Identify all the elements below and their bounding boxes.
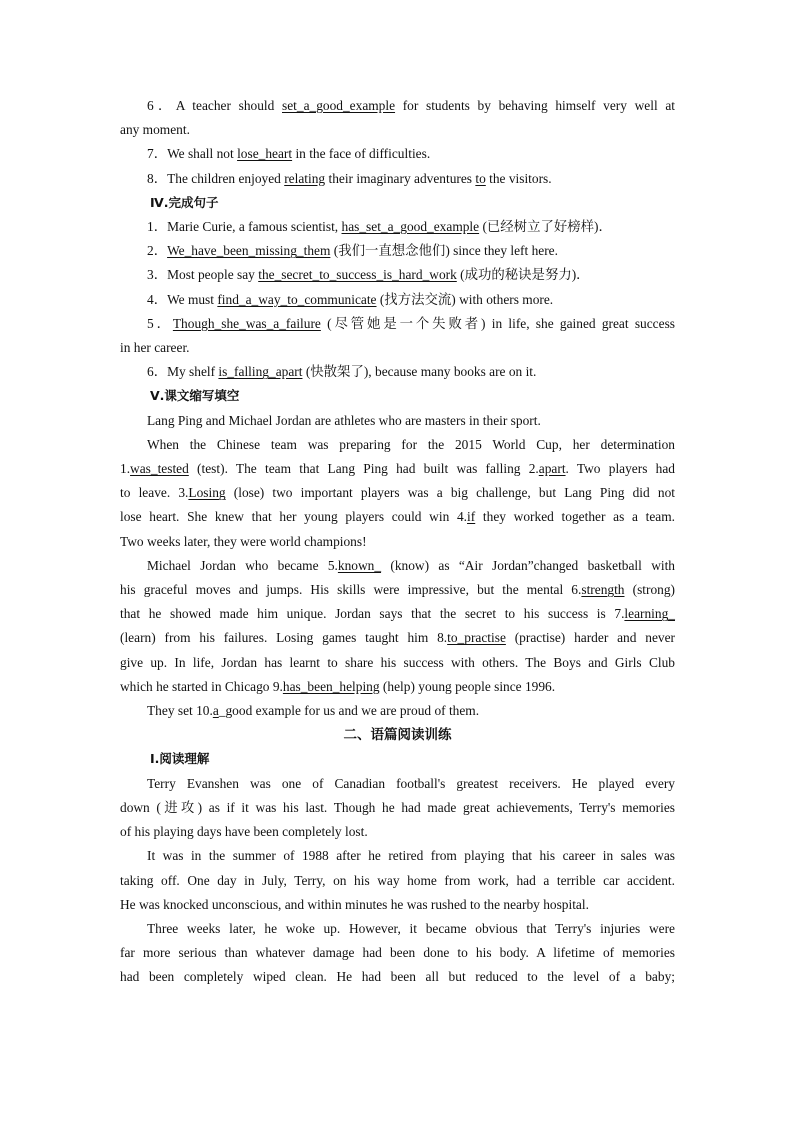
- reading-para-3-line1: Three weeks later, he woke up. However, it became obvious that Terry's injuries were: [147, 920, 675, 936]
- summary-para-4: They set 10.a_good example for us and we are proud of them.: [147, 703, 480, 719]
- sentence-4-3: 3．Most people say the_secret_to_success_is_hard_work (成功的秘诀是努力)．: [147, 267, 590, 283]
- sentence-4-4: 4．We must find_a_way_to_communicate (找方法交流) with others more.: [147, 291, 554, 307]
- sentence-3-6-line2: any moment.: [120, 122, 190, 138]
- answer-blank: known_: [337, 557, 382, 573]
- answer-blank: apart: [538, 461, 566, 477]
- answer-blank: learning_: [624, 606, 675, 622]
- answer-blank: is_falling_apart: [218, 364, 303, 380]
- sentence-3-6-line1: 6．A teacher should set_a_good_example for students by behaving himself very well at: [147, 98, 675, 113]
- answer-blank: lose_heart: [237, 146, 293, 162]
- answer-blank: the_secret_to_success_is_hard_work: [258, 267, 457, 283]
- answer-blank: a: [212, 703, 219, 719]
- sentence-4-1: 1．Marie Curie, a famous scientist, has_set_a_good_example (已经树立了好榜样)．: [147, 219, 612, 235]
- reading-para-1-line2: down (进攻) as if it was his last. Though he had made great achievements, Terry's memories: [120, 799, 675, 815]
- summary-para-2-line2: 1.was_tested (test). The team that Lang Ping had built was falling 2.apart. Two players had: [120, 461, 675, 477]
- sentence-4-5-line2: in her career.: [120, 340, 190, 356]
- reading-para-2-line2: taking off. One day in July, Terry, on his way home from work, had a terrible car accident.: [120, 872, 675, 888]
- summary-para-1: Lang Ping and Michael Jordan are athletes who are masters in their sport.: [147, 412, 541, 428]
- answer-blank: Losing: [188, 485, 226, 501]
- answer-blank: to: [475, 170, 486, 186]
- summary-para-3-line5: give up. In life, Jordan has learnt to share his success with others. The Boys and Girls Club: [120, 654, 675, 670]
- answer-blank: strength: [581, 582, 625, 598]
- summary-para-2-line3: to leave. 3.Losing (lose) two important players was a big challenge, but Lang Ping did not: [120, 485, 675, 501]
- sentence-3-7: 7．We shall not lose_heart in the face of difficulties.: [147, 146, 431, 162]
- answer-blank: was_tested: [130, 461, 189, 477]
- reading-para-3-line3: had been completely wiped clean. He had been all but reduced to the level of a baby;: [120, 969, 675, 985]
- reading-para-1-line3: of his playing days have been completely lost.: [120, 824, 368, 840]
- section-5-heading: Ⅴ.课文缩写填空: [150, 388, 240, 404]
- reading-para-2-line3: He was knocked unconscious, and within minutes he was rushed to the nearby hospital.: [120, 896, 589, 912]
- answer-blank: has_been_helping: [282, 678, 380, 694]
- summary-para-3-line1: Michael Jordan who became 5.known_ (know) as “Air Jordan”changed basketball with: [147, 557, 676, 573]
- answer-blank: if: [467, 509, 476, 525]
- summary-para-2-line5: Two weeks later, they were world champions!: [120, 533, 367, 549]
- sentence-4-5-line1: 5．Though_she_was_a_failure (尽管她是一个失败者) in life, she gained great success: [147, 315, 675, 331]
- summary-para-2-line1: When the Chinese team was preparing for the 2015 World Cup, her determination: [147, 436, 675, 452]
- reading-para-2-line1: It was in the summer of 1988 after he retired from playing that his career in sales was: [147, 848, 675, 864]
- answer-blank: has_set_a_good_example: [341, 219, 480, 235]
- answer-blank: set_a_good_example: [282, 98, 396, 113]
- sentence-4-6: 6．My shelf is_falling_apart (快散架了), because many books are on it.: [147, 364, 537, 380]
- answer-blank: to_practise: [447, 630, 506, 646]
- summary-para-3-line6: which he started in Chicago 9.has_been_helping (help) young people since 1996.: [120, 678, 556, 694]
- summary-para-2-line4: lose heart. She knew that her young players could win 4.if they worked together as a team.: [120, 509, 676, 525]
- answer-blank: We_have_been_missing_them: [167, 243, 331, 259]
- summary-para-3-line4: (learn) from his failures. Losing games taught him 8.to_practise (practise) harder and never: [120, 630, 675, 646]
- document-page: [120, 94, 675, 990]
- answer-blank: relating: [284, 170, 326, 186]
- summary-para-3-line3: that he showed made him unique. Jordan says that the secret to his success is 7.learning_: [120, 606, 675, 622]
- sentence-3-8: 8．The children enjoyed relating their imaginary adventures to the visitors.: [147, 170, 552, 186]
- reading-heading: Ⅰ.阅读理解: [150, 751, 210, 767]
- reading-para-3-line2: far more serious than whatever damage had been done to his body. A lifetime of memories: [120, 945, 675, 961]
- section-4-heading: Ⅳ.完成句子: [150, 194, 219, 210]
- reading-para-1-line1: Terry Evanshen was one of Canadian football's greatest receivers. He played every: [147, 775, 675, 791]
- summary-para-3-line2: his graceful moves and jumps. His skills were impressive, but the mental 6.strength (strong): [120, 582, 676, 598]
- answer-blank: Though_she_was_a_failure: [172, 315, 321, 331]
- answer-blank: find_a_way_to_communicate: [217, 291, 377, 307]
- sentence-4-2: 2．We_have_been_missing_them (我们一直想念他们) since they left here.: [147, 243, 558, 259]
- part-2-title: 二、语篇阅读训练: [343, 727, 452, 744]
